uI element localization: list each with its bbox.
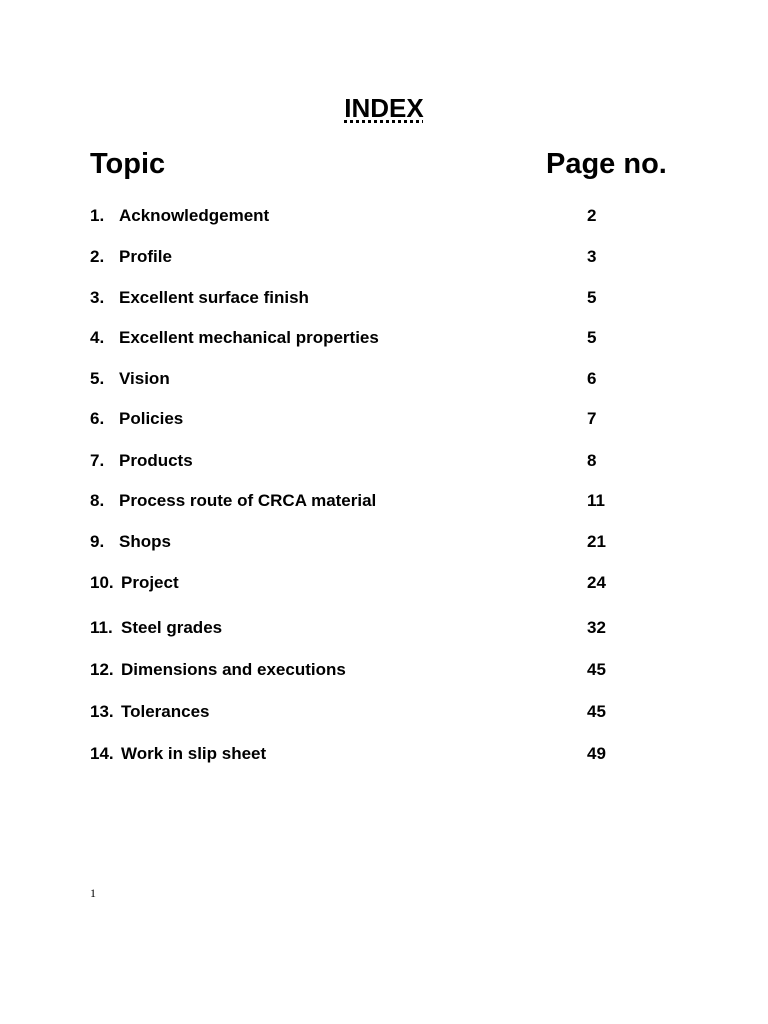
entry-page-number: 45 — [587, 660, 606, 679]
entry-number: 2. — [90, 247, 105, 266]
entry-topic: Process route of CRCA material — [119, 491, 377, 510]
entry-page-number: 49 — [587, 744, 606, 763]
entry-topic: Tolerances — [121, 702, 210, 721]
entry-topic: Policies — [119, 409, 184, 428]
index-title — [0, 92, 768, 124]
entry-page-number: 24 — [587, 573, 606, 592]
entry-topic: Profile — [119, 247, 172, 266]
entry-number: 14. — [90, 744, 114, 763]
entry-page-number: 7 — [587, 409, 597, 428]
entry-topic: Shops — [119, 532, 171, 551]
entry-page-number: 8 — [587, 451, 597, 470]
entry-number: 4. — [90, 328, 105, 347]
entry-number: 7. — [90, 451, 105, 470]
entry-topic: Acknowledgement — [119, 206, 270, 225]
entry-page-number: 5 — [587, 328, 597, 347]
entry-number: 5. — [90, 369, 105, 388]
index-entry — [90, 701, 650, 723]
entry-topic: Excellent surface finish — [119, 288, 309, 307]
entry-page-number: 21 — [587, 532, 606, 551]
entry-page-number: 11 — [587, 491, 605, 510]
index-entry — [90, 408, 650, 430]
index-entry — [90, 531, 650, 553]
entry-number: 8. — [90, 491, 105, 510]
index-entry — [90, 205, 650, 227]
index-entry — [90, 327, 650, 349]
index-entry — [90, 743, 650, 765]
entry-topic: Work in slip sheet — [121, 744, 267, 763]
entry-topic: Steel grades — [121, 618, 223, 637]
entry-number: 10. — [90, 573, 114, 592]
index-title-text: INDEX — [344, 93, 424, 123]
footer-page-number: 1 — [90, 886, 96, 900]
entry-page-number: 3 — [587, 247, 597, 266]
index-entry — [90, 450, 650, 472]
entry-topic: Dimensions and executions — [121, 660, 346, 679]
entry-topic: Products — [119, 451, 193, 470]
index-entry — [90, 368, 650, 390]
index-entry — [90, 659, 650, 681]
page-number-column-header: Page no. — [546, 148, 667, 180]
index-entry — [90, 287, 650, 309]
entry-page-number: 6 — [587, 369, 597, 388]
index-entry — [90, 617, 650, 639]
entry-number: 11. — [90, 618, 113, 637]
topic-column-header: Topic — [90, 148, 166, 180]
entry-number: 12. — [90, 660, 114, 679]
entry-number: 13. — [90, 702, 114, 721]
entry-page-number: 45 — [587, 702, 606, 721]
index-entry — [90, 490, 650, 512]
entry-number: 1. — [90, 206, 105, 225]
entry-topic: Project — [121, 573, 179, 592]
entry-number: 3. — [90, 288, 105, 307]
entry-page-number: 32 — [587, 618, 606, 637]
entry-number: 9. — [90, 532, 105, 551]
entry-page-number: 2 — [587, 206, 597, 225]
entry-topic: Vision — [119, 369, 170, 388]
entry-topic: Excellent mechanical properties — [119, 328, 379, 347]
entry-number: 6. — [90, 409, 105, 428]
entry-page-number: 5 — [587, 288, 597, 307]
index-entry — [90, 572, 650, 594]
index-entry — [90, 246, 650, 268]
